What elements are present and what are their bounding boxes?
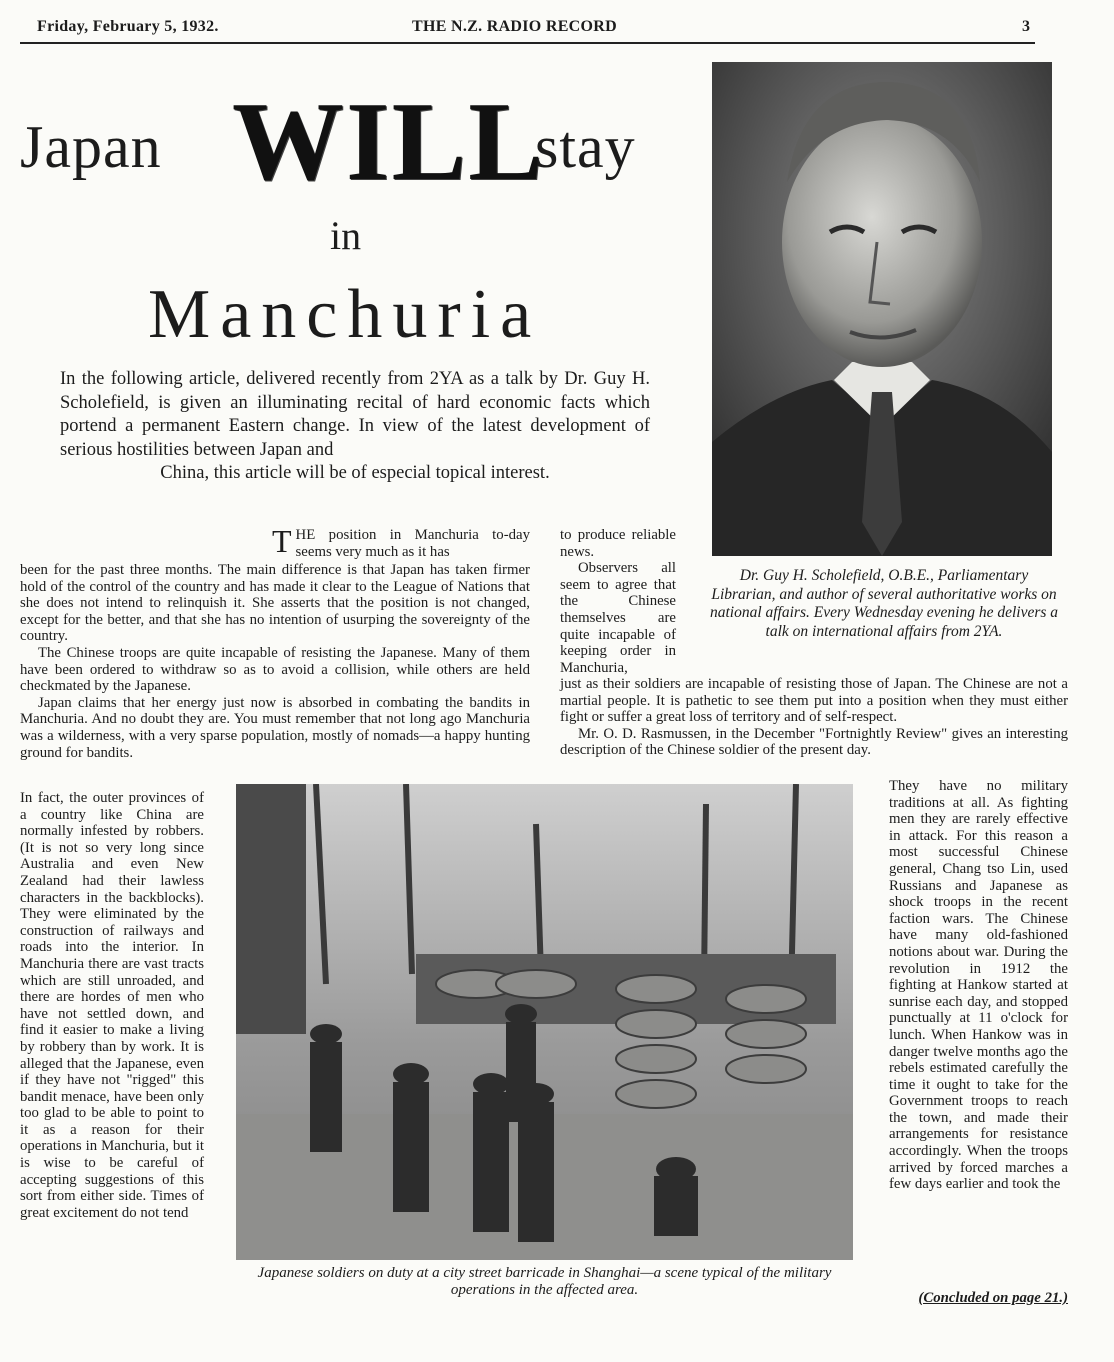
left-column: In fact, the outer provinces of a country like China are normally infested by robbers. (It is not so very long since Australia and even New Zealand had their lawless characters in the backblocks). They were eliminated by the construction of railways and roads into the interior. In Manchuria there are vast tracts which are still unroaded, and there are hordes of men who have not settled down, and find it easier to make a living by robbery than by work. It is alleged that the Japanese, even if they have not "rigged" this bandit menace, have been only too glad to be able to point to it as a reason for their operations in Manchuria, but it is wise to be careful of accepting suggestions of this sort from either side. Times of great excitement do not tend bbox=[20, 790, 204, 1221]
portrait-illustration bbox=[712, 62, 1052, 556]
middle-para-1: to produce reliable news. bbox=[560, 527, 676, 560]
barricade-illustration bbox=[236, 784, 853, 1260]
article-main-block bbox=[20, 562, 530, 761]
portrait-caption: Dr. Guy H. Scholefield, O.B.E., Parliamentary Librarian, and author of several authoritative works on national affairs. Every Wednesday evening he delivers a talk on international affairs from 2YA. bbox=[709, 567, 1059, 640]
headline-word-manchuria: Manchuria bbox=[148, 276, 542, 353]
headline-word-stay: stay bbox=[535, 114, 636, 180]
paragraph-1: been for the past three months. The main difference is that Japan has taken firmer hold of the control of the country and has made it clear to the League of Nations that she does not intend to relinquish it. She asserts that the position is not changed, except for the better, and that she has no intention of usurping the sovereignty of the country. bbox=[20, 562, 530, 645]
intro-text: In the following article, delivered recently from 2YA as a talk by Dr. Guy H. Scholefield, is given an illuminating recital of hard economic facts which portend a permanent Eastern change. In view of the latest development of serious hostilities between Japan and bbox=[60, 369, 650, 460]
barricade-photo bbox=[236, 784, 853, 1260]
lead-text: HE position in Manchuria to-day seems very much as it has bbox=[295, 527, 530, 560]
issue-date: Friday, February 5, 1932. bbox=[37, 18, 219, 35]
wide-para-2: Mr. O. D. Rasmussen, in the December "Fortnightly Review" gives an interesting description of the Chinese soldier of the present day. bbox=[560, 725, 1068, 759]
intro-last-line: China, this article will be of especial topical interest. bbox=[160, 463, 550, 484]
headline-word-will: WILL bbox=[232, 80, 545, 204]
continued-note: (Concluded on page 21.) bbox=[918, 1290, 1068, 1306]
wide-para-1: just as their soldiers are incapable of resisting those of Japan. The Chinese are not a martial people. It is pathetic to see them put into a position when they must either fight or suffer a great loss of territory and of self-respect. bbox=[560, 676, 1068, 726]
paragraph-2: The Chinese troops are quite incapable of resisting the Japanese. Many of them have been ordered to withdraw so as to avoid a collision, while others are held checkmated by the Japanese. bbox=[20, 644, 530, 695]
header-rule bbox=[20, 42, 1035, 44]
publication-name: THE N.Z. RADIO RECORD bbox=[412, 18, 617, 35]
photo-caption: Japanese soldiers on duty at a city street barricade in Shanghai—a scene typical of the military operations in the affected area. bbox=[257, 1265, 832, 1298]
article-lead bbox=[272, 523, 530, 560]
middle-column bbox=[560, 527, 676, 676]
headline-word-japan: Japan bbox=[20, 114, 162, 180]
paragraph-3: Japan claims that her energy just now is absorbed in combating the bandits in Manchuria. And no doubt they are. You must remember that not long ago Manchuria was a wilderness, with a very sparse population, mostly of nomads—a happy hunting ground for bandits. bbox=[20, 694, 530, 761]
headline-word-in: in bbox=[330, 213, 362, 258]
page-number: 3 bbox=[1022, 18, 1031, 35]
right-column: They have no military traditions at all. As fighting men they are rarely effective in attack. For this reason a most successful Chinese general, Chang tso Lin, used Russians and Japanese as shock troops in the recent faction wars. The Chinese have many old-fashioned notions about war. During the revolution in 1912 the fighting at Hankow started at sunrise each day, and stopped punctually at 11 o'clock for lunch. When Hankow was in danger twelve months ago the rebels estimated carefully the time it ought to take for the Government troops to reach the town, and made their arrangements for resistance accordingly. When the troops arrived by forced marches a few days earlier and took the bbox=[889, 778, 1068, 1193]
portrait-photo bbox=[712, 62, 1052, 556]
drop-cap: T bbox=[272, 523, 292, 559]
intro-paragraph bbox=[60, 368, 650, 486]
middle-para-2: Observers all seem to agree that the Chinese themselves are quite incapable of keeping order in Manchuria, bbox=[560, 560, 676, 676]
wide-block bbox=[560, 676, 1068, 759]
